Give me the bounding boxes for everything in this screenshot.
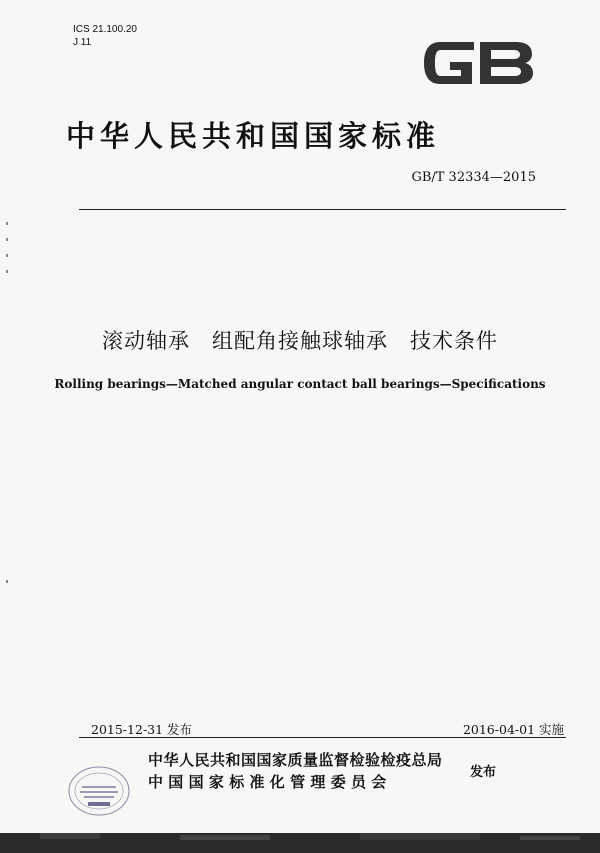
scan-mark [6,270,8,273]
top-divider [79,209,566,210]
library-stamp-icon [66,764,132,818]
bottom-divider [79,737,566,738]
issue-date: 2015-12-31 发布 [91,722,193,737]
publisher-sac: 中国国家标准化管理委员会 [148,773,392,791]
scan-mark [6,222,8,225]
gb-logo-icon [418,36,538,90]
publisher-aqsiq: 中华人民共和国国家质量监督检验检疫总局 [148,751,443,769]
scan-mark [6,254,8,257]
ics-code: ICS 21.100.20 [73,24,137,35]
chinese-title: 滚动轴承 组配角接触球轴承 技术条件 [102,329,498,353]
ccs-code: J 11 [73,37,92,48]
english-title: Rolling bearings—Matched angular contact ball bearings—Specifications [54,377,546,391]
scan-mark [6,580,8,583]
national-standard-title: 中华人民共和国国家标准 [66,119,441,153]
scan-mark [6,238,8,241]
implementation-date: 2016-04-01 实施 [462,722,564,737]
publish-label: 发布 [470,765,497,780]
scan-edge-band [0,833,600,853]
standard-number: GB/T 32334—2015 [411,170,536,185]
